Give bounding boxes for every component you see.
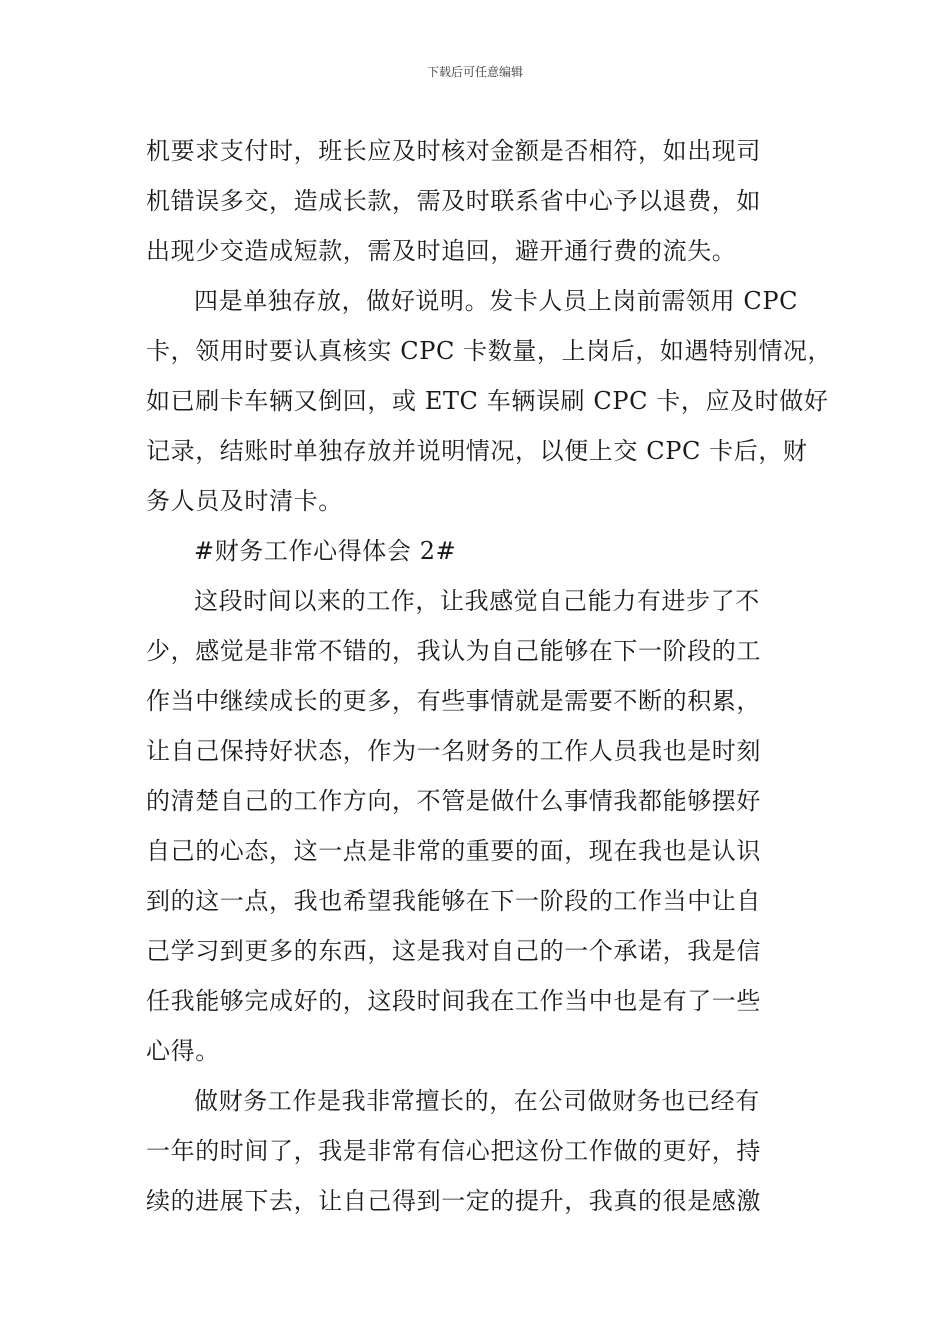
text-line: 少，感觉是非常不错的，我认为自己能够在下一阶段的工 [146,637,761,665]
text-line: 的清楚自己的工作方向，不管是做什么事情我都能够摆好 [146,787,761,815]
text-line: 机错误多交，造成长款，需及时联系省中心予以退费，如 [146,187,761,215]
text-line: 四是单独存放，做好说明。发卡人员上岗前需领用 CPC [194,287,799,315]
text-line: 出现少交造成短款，需及时追回，避开通行费的流失。 [146,237,737,265]
text-line: 记录，结账时单独存放并说明情况，以便上交 CPC 卡后，财 [146,437,808,465]
text-line: 己学习到更多的东西，这是我对自己的一个承诺，我是信 [146,937,761,965]
text-line: 机要求支付时，班长应及时核对金额是否相符，如出现司 [146,137,761,165]
text-line: 心得。 [146,1037,220,1065]
document-body [146,126,833,1226]
text-line: 到的这一点，我也希望我能够在下一阶段的工作当中让自 [146,887,761,915]
text-line: 任我能够完成好的，这段时间我在工作当中也是有了一些 [146,987,761,1015]
text-line: 作当中继续成长的更多，有些事情就是需要不断的积累， [146,687,761,715]
text-line: 卡，领用时要认真核实 CPC 卡数量，上岗后，如遇特别情况， [146,337,833,365]
text-line: 续的进展下去，让自己得到一定的提升，我真的很是感激 [146,1187,761,1215]
page-header: 下载后可任意编辑 [426,65,523,79]
text-line: 让自己保持好状态，作为一名财务的工作人员我也是时刻 [146,737,761,765]
text-line: 做财务工作是我非常擅长的，在公司做财务也已经有 [194,1087,760,1115]
text-line: 这段时间以来的工作，让我感觉自己能力有进步了不 [194,587,760,615]
section-heading: #财务工作心得体会 2# [194,537,457,565]
text-line: 自己的心态，这一点是非常的重要的面，现在我也是认识 [146,837,761,865]
text-line: 一年的时间了，我是非常有信心把这份工作做的更好，持 [146,1137,761,1165]
text-line: 如已刷卡车辆又倒回，或 ETC 车辆误刷 CPC 卡，应及时做好 [146,387,829,415]
text-line: 务人员及时清卡。 [146,487,343,515]
